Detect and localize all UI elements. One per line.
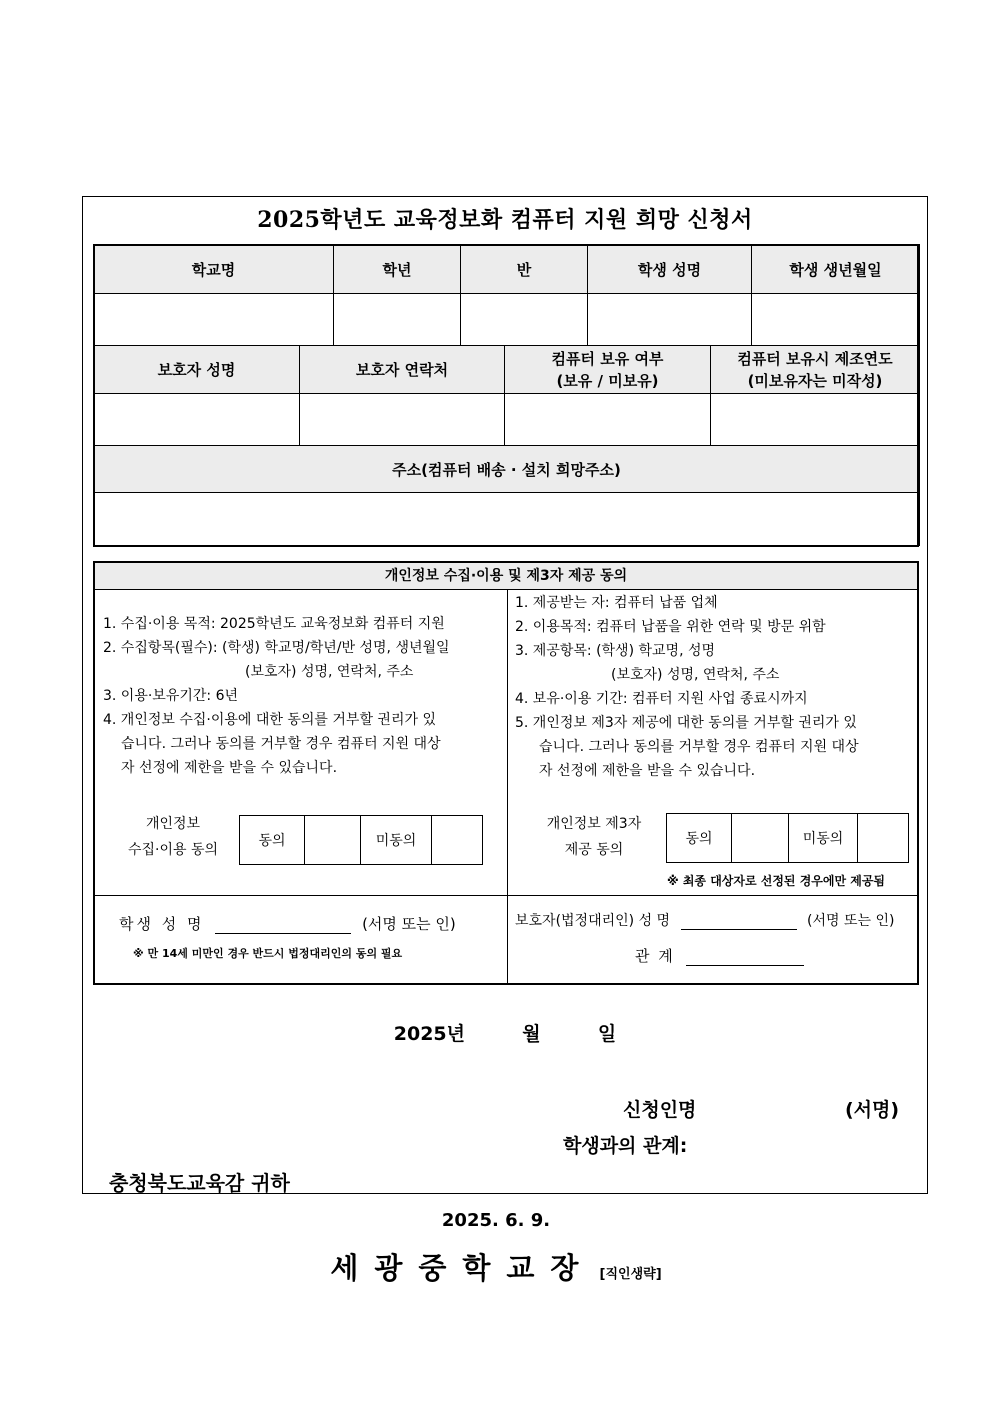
header-computer-owned bbox=[505, 346, 711, 394]
list-item: 습니다. 그러나 동의를 거부할 경우 컴퓨터 지원 대상 bbox=[539, 739, 859, 755]
guardian-signature-row bbox=[515, 910, 894, 930]
issuer-seal bbox=[0, 1246, 992, 1287]
computer-owned-title: 컴퓨터 보유 여부 bbox=[551, 349, 664, 368]
applicant-sign-mark: (서명) bbox=[845, 1099, 900, 1121]
date-month: 월 bbox=[522, 1023, 541, 1045]
third-party-agree-checkbox[interactable] bbox=[732, 814, 789, 862]
collection-agree-checkbox[interactable] bbox=[305, 816, 361, 864]
collection-disagree-checkbox[interactable] bbox=[432, 816, 482, 864]
consent-divider bbox=[507, 589, 508, 983]
header-school-name: 학교명 bbox=[94, 245, 334, 294]
header-class: 반 bbox=[461, 245, 588, 294]
third-party-agree-label: 동의 bbox=[667, 814, 732, 862]
relation-to-student-label: 학생과의 관계: bbox=[563, 1135, 688, 1157]
consent-heading: 개인정보 수집·이용 및 제3자 제공 동의 bbox=[95, 563, 917, 590]
header-grade: 학년 bbox=[334, 245, 461, 294]
header-student-birthdate: 학생 생년월일 bbox=[752, 245, 920, 294]
student-signature-line[interactable] bbox=[215, 917, 351, 934]
student-sign-label: 학생 성 명 bbox=[119, 915, 205, 933]
input-computer-year[interactable] bbox=[711, 394, 920, 446]
input-grade[interactable] bbox=[334, 294, 461, 346]
form-title: 2025학년도 교육정보화 컴퓨터 지원 희망 신청서 bbox=[257, 207, 753, 233]
guardian-info-table bbox=[93, 345, 920, 546]
list-item: 4. 보유·이용 기간: 컴퓨터 지원 사업 종료시까지 bbox=[515, 691, 808, 707]
date-day: 일 bbox=[597, 1023, 617, 1045]
third-party-consent-boxes bbox=[666, 813, 909, 863]
third-party-note: ※ 최종 대상자로 선정된 경우에만 제공됨 bbox=[667, 874, 886, 888]
input-class[interactable] bbox=[461, 294, 588, 346]
third-party-consent-label: 개인정보 제3자 제공 동의 bbox=[546, 816, 642, 858]
list-item: 4. 개인정보 수집·이용에 대한 동의를 거부할 권리가 있 bbox=[103, 712, 436, 728]
list-item: (보호자) 성명, 연락처, 주소 bbox=[611, 667, 780, 683]
application-form bbox=[82, 196, 928, 1194]
computer-year-title: 컴퓨터 보유시 제조연도 bbox=[737, 349, 893, 368]
list-item: 3. 제공항목: (학생) 학교명, 성명 bbox=[515, 643, 716, 659]
collection-consent-boxes bbox=[239, 815, 483, 865]
header-computer-year bbox=[711, 346, 920, 394]
list-item: 습니다. 그러나 동의를 거부할 경우 컴퓨터 지원 대상 bbox=[121, 736, 441, 752]
header-student-name: 학생 성명 bbox=[588, 245, 752, 294]
student-age-note: ※ 만 14세 미만인 경우 반드시 법정대리인의 동의 필요 bbox=[133, 947, 403, 960]
list-item: 2. 이용목적: 컴퓨터 납품을 위한 연락 및 방문 위함 bbox=[515, 619, 826, 635]
input-address[interactable] bbox=[94, 493, 920, 546]
computer-year-note: (미보유자는 미작성) bbox=[747, 371, 883, 390]
collection-agree-label: 동의 bbox=[240, 816, 305, 864]
header-guardian-name: 보호자 성명 bbox=[94, 346, 300, 394]
third-party-disagree-label: 미동의 bbox=[789, 814, 858, 862]
guardian-relation-row bbox=[635, 945, 804, 966]
list-item: 1. 수집·이용 목적: 2025학년도 교육정보화 컴퓨터 지원 bbox=[103, 616, 445, 632]
addressee: 충청북도교육감 귀하 bbox=[109, 1171, 290, 1195]
privacy-consent-section bbox=[93, 561, 919, 985]
list-item: 3. 이용·보유기간: 6년 bbox=[103, 688, 238, 704]
student-sign-suffix: (서명 또는 인) bbox=[362, 915, 456, 933]
input-student-birthdate[interactable] bbox=[752, 294, 920, 346]
guardian-sign-label: 보호자(법정대리인) 성 명 bbox=[515, 913, 671, 929]
list-item: 자 선정에 제한을 받을 수 있습니다. bbox=[539, 763, 756, 779]
guardian-relation-line[interactable] bbox=[686, 949, 804, 966]
student-signature-row bbox=[119, 913, 456, 934]
seal-omitted-note: [직인생략] bbox=[599, 1267, 662, 1282]
collection-consent-label: 개인정보 수집·이용 동의 bbox=[127, 816, 219, 858]
collection-use-list bbox=[103, 612, 450, 780]
input-school-name[interactable] bbox=[94, 294, 334, 346]
header-address: 주소(컴퓨터 배송 · 설치 희망주소) bbox=[94, 446, 920, 493]
input-computer-owned[interactable] bbox=[505, 394, 711, 446]
applicant-name-label: 신청인명 bbox=[623, 1099, 697, 1121]
collection-disagree-label: 미동의 bbox=[361, 816, 432, 864]
guardian-relation-label: 관 계 bbox=[635, 947, 675, 965]
date-year: 2025년 bbox=[393, 1023, 466, 1045]
issuer-name: 세광중학교장 bbox=[330, 1251, 595, 1285]
input-guardian-name[interactable] bbox=[94, 394, 300, 446]
issue-date: 2025. 6. 9. bbox=[441, 1210, 551, 1231]
computer-owned-options: (보유 / 미보유) bbox=[556, 371, 659, 390]
consent-sign-divider bbox=[95, 895, 917, 896]
application-date bbox=[83, 1019, 927, 1046]
guardian-sign-suffix: (서명 또는 인) bbox=[806, 913, 895, 929]
list-item: (보호자) 성명, 연락처, 주소 bbox=[245, 664, 414, 680]
list-item: 5. 개인정보 제3자 제공에 대한 동의를 거부할 권리가 있 bbox=[515, 715, 857, 731]
third-party-list bbox=[515, 591, 859, 783]
input-guardian-contact[interactable] bbox=[300, 394, 505, 446]
list-item: 1. 제공받는 자: 컴퓨터 납품 업체 bbox=[515, 595, 718, 611]
third-party-disagree-checkbox[interactable] bbox=[858, 814, 908, 862]
header-guardian-contact: 보호자 연락처 bbox=[300, 346, 505, 394]
list-item: 자 선정에 제한을 받을 수 있습니다. bbox=[121, 760, 338, 776]
student-info-table bbox=[93, 244, 920, 346]
input-student-name[interactable] bbox=[588, 294, 752, 346]
list-item: 2. 수집항목(필수): (학생) 학교명/학년/반 성명, 생년월일 bbox=[103, 640, 450, 656]
guardian-signature-line[interactable] bbox=[681, 913, 797, 930]
